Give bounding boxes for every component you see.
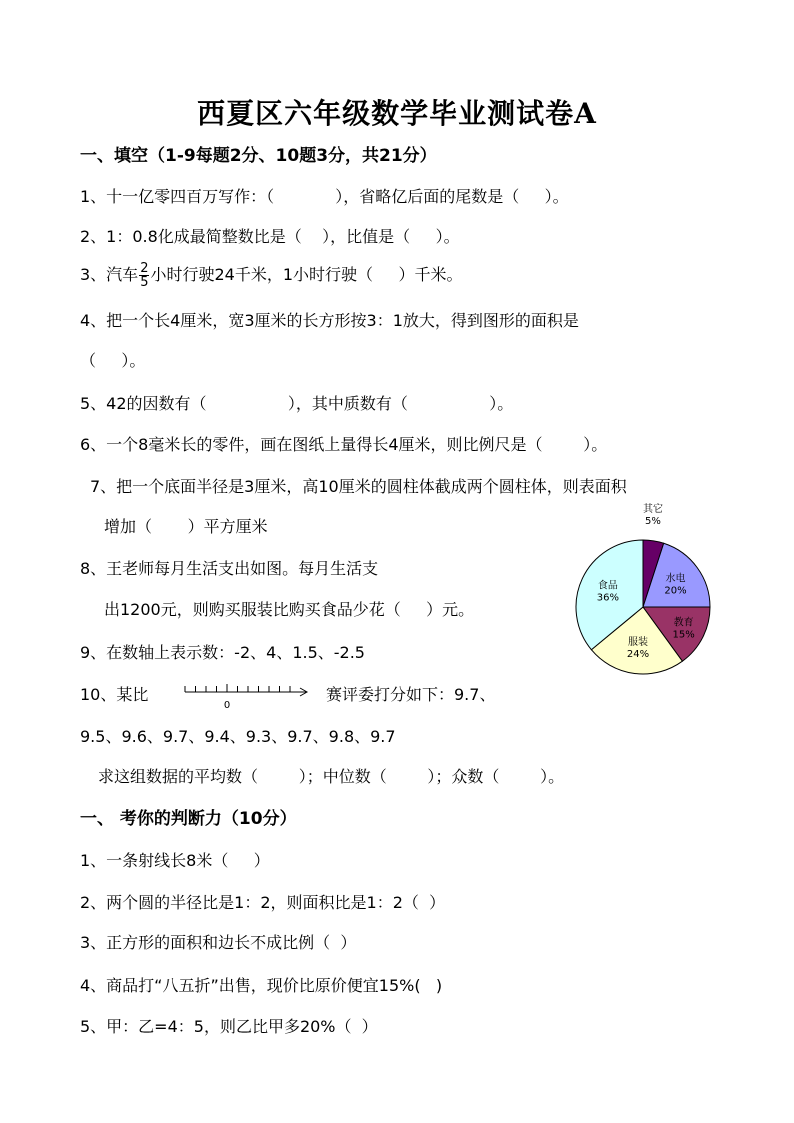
judge-1: 1、一条射线长8米（ ）: [80, 851, 270, 870]
number-line-ticks: [185, 684, 307, 696]
pie-label: 水电 20%: [664, 573, 687, 597]
question-1: 1、十一亿零四百万写作：（ ），省略亿后面的尾数是（ ）。: [80, 187, 569, 206]
judge-3: 3、正方形的面积和边长不成比例（ ）: [80, 933, 357, 952]
number-line: [180, 678, 315, 712]
question-10-data: 9.5、9.6、9.7、9.4、9.3、9.7、9.8、9.7: [80, 727, 396, 746]
question-7-line-1: 7、把一个底面半径是3厘米，高10厘米的圆柱体截成两个圆柱体，则表面积: [90, 477, 627, 496]
pie-label: 其它 5%: [642, 504, 663, 527]
fraction-numerator: 2: [140, 261, 149, 276]
number-line-zero-label: 0: [223, 700, 231, 711]
question-10-prefix: 10、某比: [80, 685, 149, 704]
question-7-line-2: 增加（ ）平方厘米: [104, 517, 268, 536]
page-title: 西夏区六年级数学毕业测试卷A: [197, 97, 597, 130]
question-3: [80, 262, 462, 289]
section2-heading: 一、 考你的判断力（10分）: [80, 809, 297, 829]
fraction: [139, 262, 149, 289]
question-10-answer: 求这组数据的平均数（ ）；中位数（ ）；众数（ ）。: [98, 767, 565, 786]
pie-label: 教育 15%: [672, 617, 695, 641]
pie-label: 食品 36%: [596, 580, 619, 604]
question-8-line-2: 出1200元，则购买服装比购买食品少花（ ）元。: [104, 600, 475, 619]
judge-4: 4、商品打“八五折”出售，现价比原价便宜15%( ): [80, 976, 443, 995]
question-4-line-2: （ ）。: [80, 351, 146, 370]
question-9: 9、在数轴上表示数：-2、4、1.5、-2.5: [80, 643, 365, 662]
question-5: 5、42的因数有（ ），其中质数有（ ）。: [80, 394, 514, 413]
section1-heading: 一、填空（1-9每题2分、10题3分，共21分）: [80, 146, 437, 166]
question-6: 6、一个8毫米长的零件，画在图纸上量得长4厘米，则比例尺是（ ）。: [80, 435, 608, 454]
question-3-pre: 3、汽车: [80, 265, 139, 284]
question-2: 2、1：0.8化成最简整数比是（ ），比值是（ ）。: [80, 227, 460, 246]
fraction-denominator: 5: [140, 275, 149, 290]
question-4-line-1: 4、把一个长4厘米，宽3厘米的长方形按3：1放大，得到图形的面积是: [80, 311, 579, 330]
pie-label: 服装 24%: [626, 636, 650, 660]
judge-2: 2、两个圆的半径比是1：2，则面积比是1：2（ ）: [80, 893, 446, 912]
judge-5: 5、甲：乙=4：5，则乙比甲多20%（ ）: [80, 1017, 378, 1036]
question-8-line-1: 8、王老师每月生活支出如图。每月生活支: [80, 559, 379, 578]
expense-pie-chart: [568, 500, 728, 680]
question-3-post: 小时行驶24千米，1小时行驶（ ）千米。: [150, 265, 463, 284]
question-10-suffix: 赛评委打分如下：9.7、: [326, 685, 496, 704]
